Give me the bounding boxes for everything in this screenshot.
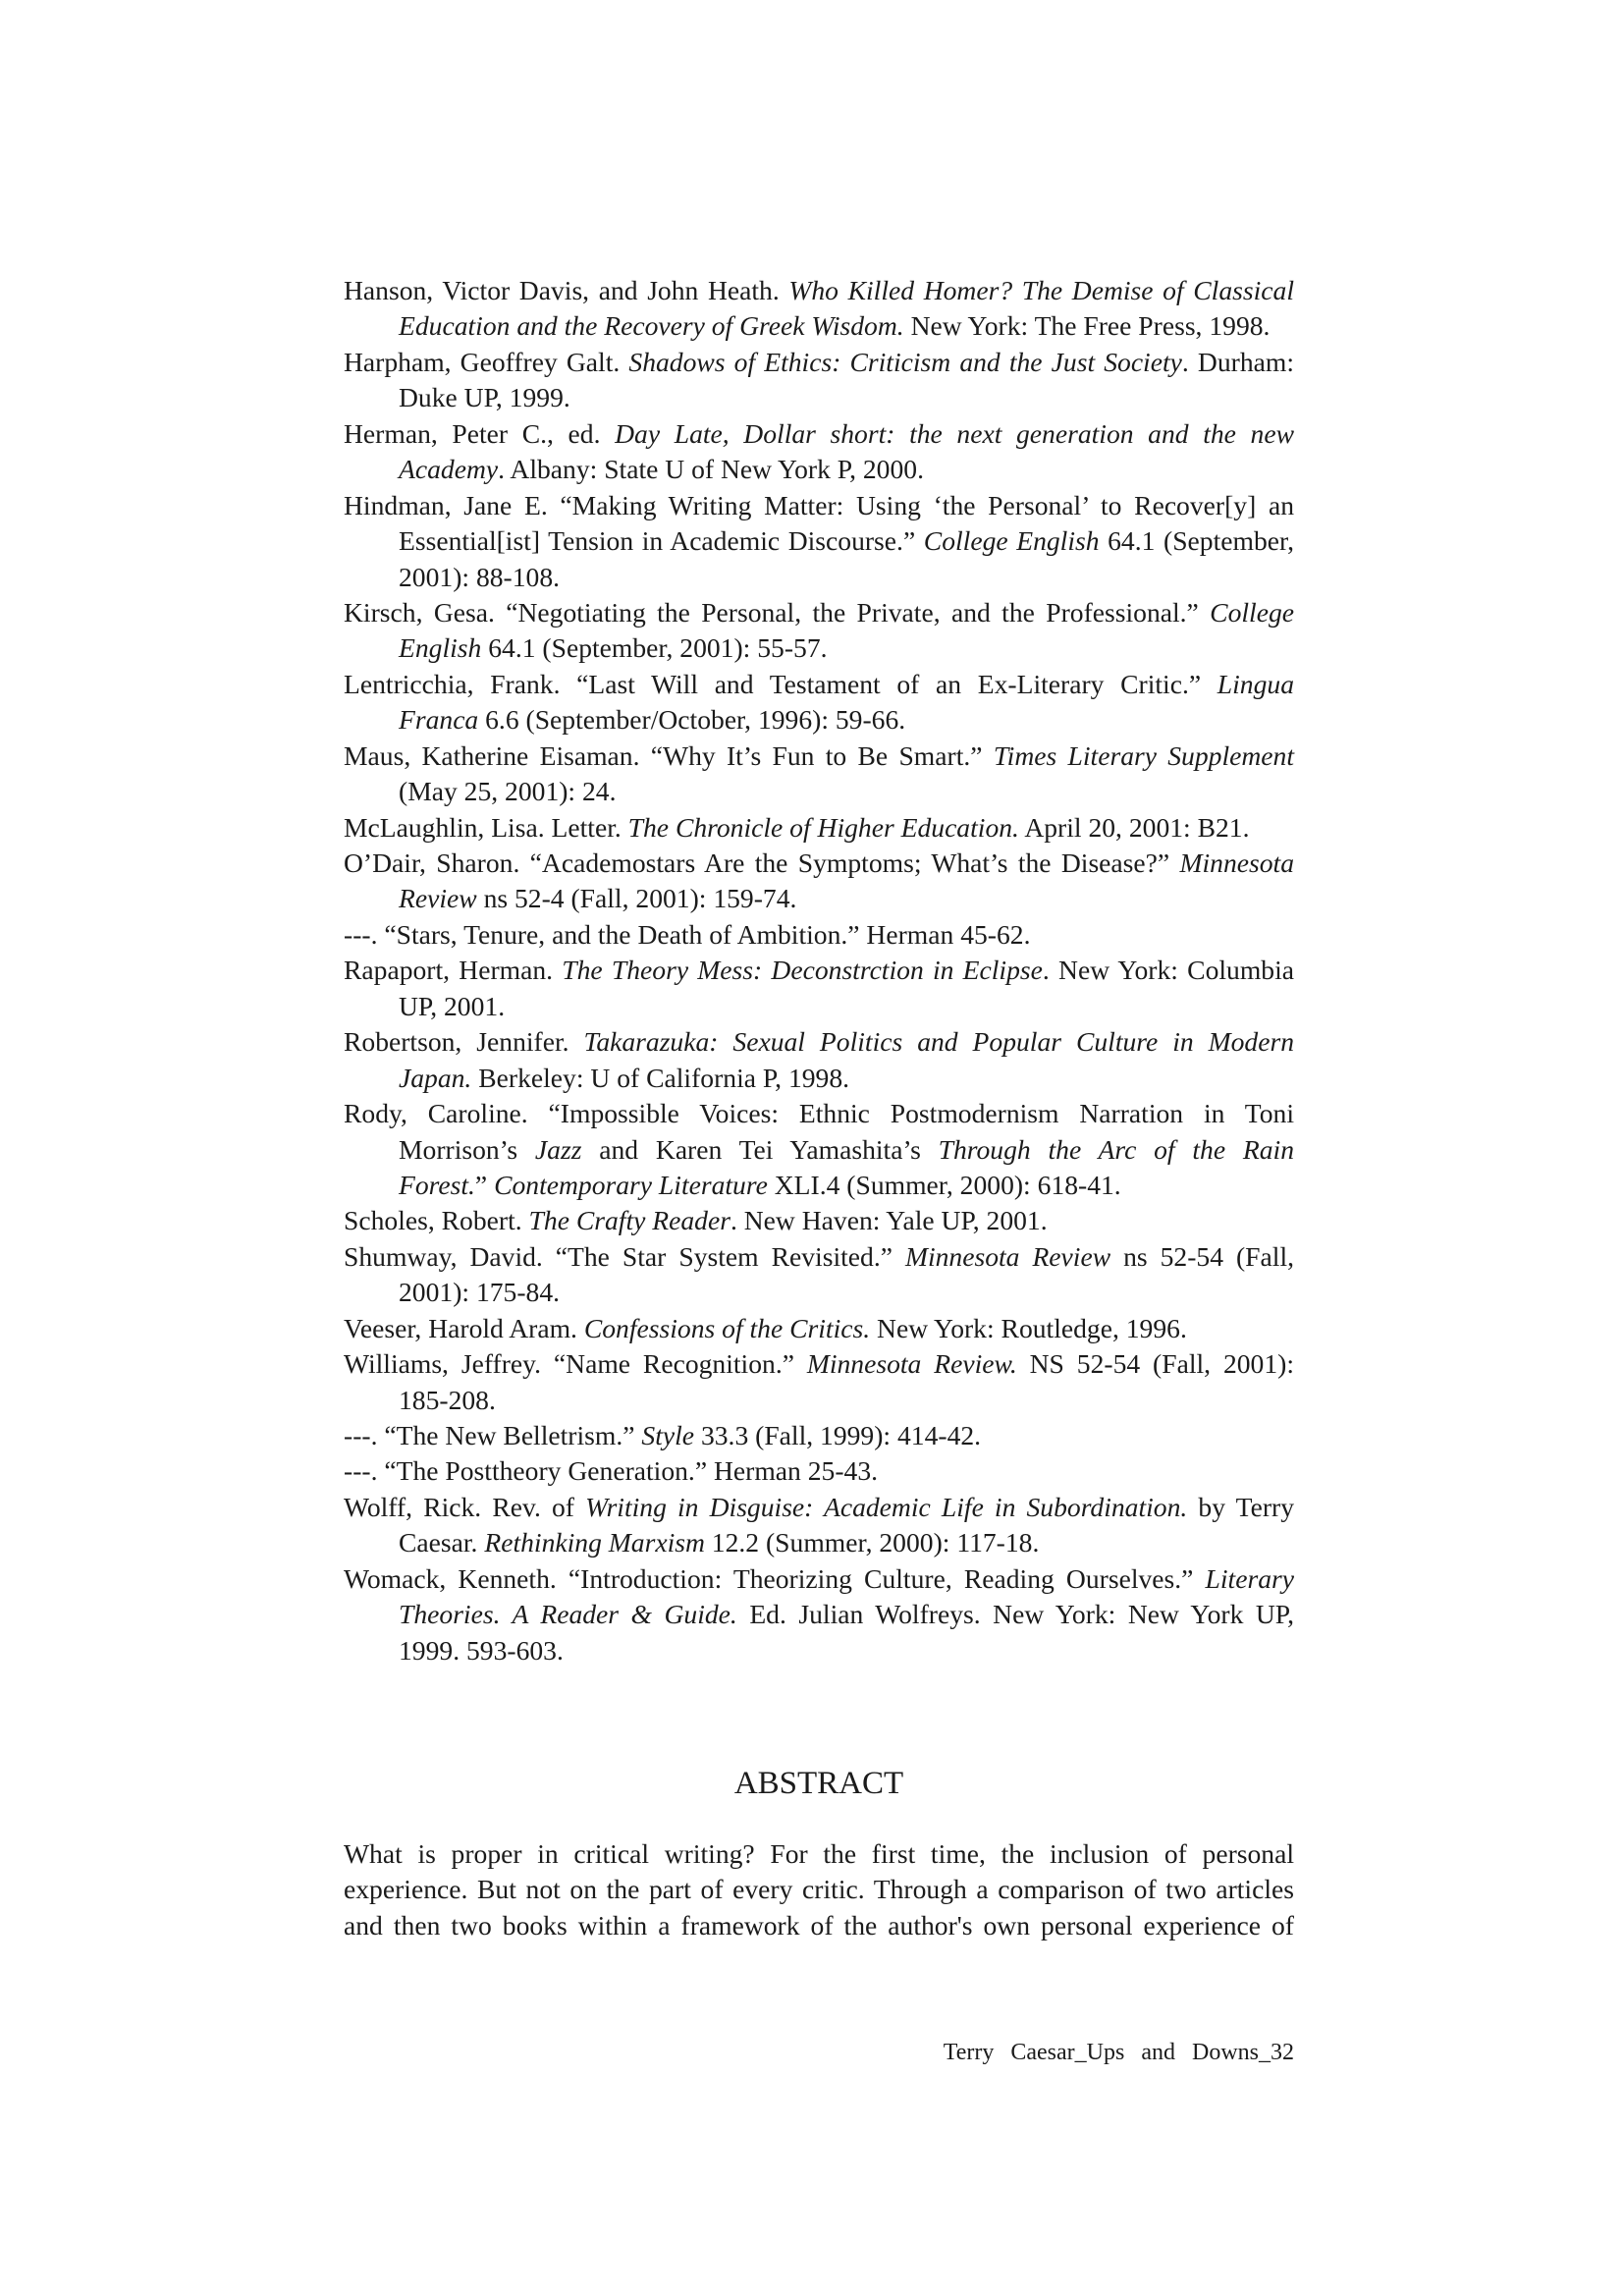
entry-text: Herman, Peter C., ed.	[344, 417, 616, 449]
entry-text: Hindman, Jane E. “Making Writing Matter: Using ‘the Personal’ to Recover[y] an	[344, 489, 1294, 520]
entry-text: McLaughlin, Lisa. Letter.	[344, 811, 628, 843]
entry-line	[344, 1096, 1294, 1131]
entry-title-text: The Chronicle of Higher Education.	[627, 811, 1019, 843]
entry-line	[344, 345, 1294, 380]
entry-text: . New Haven: Yale UP, 2001.	[730, 1205, 1048, 1236]
entry-line	[344, 380, 1294, 415]
bibliography-entry	[344, 846, 1294, 917]
entry-line	[344, 1061, 1294, 1096]
entry-text: . Durham:	[1181, 346, 1294, 377]
entry-text: New York: The Free Press, 1998.	[903, 310, 1271, 342]
bibliography-entry	[344, 1024, 1294, 1096]
entry-text: 64.1 (September, 2001): 55-57.	[481, 632, 828, 664]
bibliography-entry	[344, 810, 1294, 846]
running-footer: Terry Caesar_Ups and Downs_32	[943, 2040, 1294, 2065]
entry-text: Wolff, Rick. Rev. of	[344, 1491, 586, 1522]
entry-text: Kirsch, Gesa. “Negotiating the Personal, the Private, and the Professional.”	[344, 596, 1211, 628]
entry-text: by Terry	[1187, 1491, 1294, 1522]
entry-title-text: Times Literary Supplement	[993, 739, 1295, 771]
entry-text: UP, 2001.	[399, 990, 506, 1021]
entry-text: Shumway, David. “The Star System Revisited.”	[344, 1240, 905, 1272]
entry-title-text: Through the Arc of the Rain	[938, 1133, 1295, 1165]
abstract-line: and then two books within a framework of the author's own personal experience of	[344, 1909, 1294, 1941]
abstract-line: What is proper in critical writing? For the first time, the inclusion of personal	[344, 1838, 1294, 1869]
entry-title-text: Minnesota	[1179, 847, 1294, 878]
entry-line	[344, 560, 1294, 595]
entry-line	[344, 1633, 1294, 1668]
entry-line	[344, 1525, 1294, 1560]
entry-title-text: Who Killed Homer? The Demise of Classical	[788, 275, 1294, 305]
entry-text: Berkeley: U of California P, 1998.	[471, 1062, 850, 1093]
entry-text: (May 25, 2001): 24.	[399, 776, 617, 807]
bibliography-entry	[344, 1239, 1294, 1311]
entry-text: Hanson, Victor Davis, and John Heath.	[344, 275, 789, 305]
entry-line	[344, 810, 1294, 846]
entry-line	[344, 989, 1294, 1024]
entry-title-text: English	[399, 632, 482, 664]
entry-title-text: Academy	[399, 454, 499, 485]
entry-title-text: Takarazuka: Sexual Politics and Popular Culture in Modern	[583, 1026, 1294, 1058]
entry-title-text: Lingua	[1217, 668, 1294, 699]
entry-text: ns 52-54 (Fall,	[1110, 1240, 1295, 1272]
bibliography-entry	[344, 1418, 1294, 1453]
entry-title-text: Japan.	[399, 1062, 472, 1093]
entry-line	[344, 1597, 1294, 1632]
entry-title-text: Forest.	[399, 1169, 475, 1200]
entry-title-text: Theories. A Reader & Guide.	[399, 1599, 737, 1630]
entry-text: NS 52-54 (Fall, 2001):	[1016, 1348, 1294, 1380]
entry-text: Harpham, Geoffrey Galt.	[344, 346, 629, 377]
entry-line	[344, 1383, 1294, 1418]
entry-text: . Albany: State U of New York P, 2000.	[498, 454, 924, 485]
entry-text: Caesar.	[399, 1527, 485, 1558]
entry-line	[344, 523, 1294, 559]
bibliography-entry	[344, 1346, 1294, 1418]
entry-line	[344, 308, 1294, 344]
entry-line	[344, 702, 1294, 738]
bibliography-entry	[344, 595, 1294, 667]
entry-text: ---. “The Posttheory Generation.” Herman 25-43.	[344, 1455, 879, 1487]
entry-text: XLI.4 (Summer, 2000): 618-41.	[767, 1169, 1121, 1200]
bibliography-entry	[344, 1490, 1294, 1561]
entry-line	[344, 1418, 1294, 1453]
entry-text: and Karen Tei Yamashita’s	[581, 1133, 939, 1165]
entry-line	[344, 881, 1294, 916]
entry-line	[344, 488, 1294, 523]
entry-text: Scholes, Robert.	[344, 1205, 529, 1236]
entry-text: ”	[474, 1169, 495, 1200]
entry-title-text: The Theory Mess: Deconstrction in Eclipse	[562, 955, 1043, 986]
entry-line	[344, 1311, 1294, 1346]
bibliography-entry	[344, 667, 1294, 738]
entry-line	[344, 1561, 1294, 1597]
entry-text: Morrison’s	[399, 1133, 535, 1165]
bibliography-entry	[344, 345, 1294, 416]
entry-line	[344, 846, 1294, 881]
entry-text: April 20, 2001: B21.	[1018, 811, 1250, 843]
entry-text: Robertson, Jennifer.	[344, 1026, 584, 1058]
entry-line	[344, 1239, 1294, 1275]
entry-text: Williams, Jeffrey. “Name Recognition.”	[344, 1348, 807, 1380]
entry-title-text: Shadows of Ethics: Criticism and the Just Society	[628, 346, 1182, 377]
entry-line	[344, 1275, 1294, 1310]
entry-text: Veeser, Harold Aram.	[344, 1312, 584, 1343]
entry-line	[344, 416, 1294, 452]
entry-line	[344, 1346, 1294, 1382]
bibliography-entry	[344, 1311, 1294, 1346]
entry-line	[344, 1453, 1294, 1489]
entry-title-text: Review	[399, 883, 477, 914]
abstract-heading: ABSTRACT	[733, 1766, 904, 1801]
entry-line	[344, 953, 1294, 988]
entry-line	[344, 595, 1294, 630]
bibliography-entry	[344, 416, 1294, 488]
entry-line	[344, 1168, 1294, 1203]
entry-text: Ed. Julian Wolfreys. New York: New York UP,	[736, 1599, 1294, 1630]
entry-title-text: Day Late, Dollar short: the next generation and the new	[615, 417, 1294, 449]
bibliography-entry	[344, 1453, 1294, 1489]
entry-title-text: Style	[641, 1420, 695, 1450]
entry-line	[344, 738, 1294, 774]
entry-text: Rapaport, Herman.	[344, 955, 563, 986]
entry-text: ns 52-4 (Fall, 2001): 159-74.	[476, 883, 797, 914]
entry-text: ---. “The New Belletrism.”	[344, 1420, 642, 1450]
entry-title-text: Rethinking Marxism	[484, 1527, 705, 1558]
bibliography-entry	[344, 1203, 1294, 1238]
entry-title-text: Minnesota Review	[904, 1240, 1111, 1272]
entry-line	[344, 1024, 1294, 1060]
entry-line	[344, 917, 1294, 953]
entry-text: 2001): 88-108.	[399, 561, 561, 592]
entry-text: Womack, Kenneth. “Introduction: Theorizing Culture, Reading Ourselves.”	[344, 1562, 1206, 1594]
works-cited-list	[344, 273, 1294, 1668]
entry-title-text: Education and the Recovery of Greek Wisdom.	[399, 310, 904, 342]
entry-text: Maus, Katherine Eisaman. “Why It’s Fun to Be Smart.”	[344, 739, 994, 771]
bibliography-entry	[344, 917, 1294, 953]
entry-title-text: Franca	[399, 704, 479, 736]
bibliography-entry	[344, 1096, 1294, 1203]
entry-line	[344, 630, 1294, 666]
entry-line	[344, 273, 1294, 308]
entry-title-text: Confessions of the Critics.	[583, 1312, 871, 1343]
entry-line	[344, 452, 1294, 487]
entry-title-text: Contemporary Literature	[494, 1169, 768, 1200]
entry-title-text: Jazz	[534, 1133, 582, 1165]
bibliography-entry	[344, 953, 1294, 1024]
entry-text: Rody, Caroline. “Impossible Voices: Ethnic Postmodernism Narration in Toni	[344, 1098, 1294, 1129]
entry-title-text: Literary	[1205, 1562, 1294, 1594]
entry-text: 64.1 (September,	[1099, 525, 1295, 557]
abstract-line: experience. But not on the part of every critic. Through a comparison of two articles	[344, 1874, 1294, 1905]
entry-text: Lentricchia, Frank. “Last Will and Testament of an Ex-Literary Critic.”	[344, 668, 1217, 699]
entry-text: 6.6 (September/October, 1996): 59-66.	[478, 704, 906, 736]
bibliography-entry	[344, 273, 1294, 345]
entry-text: New York: Routledge, 1996.	[870, 1312, 1187, 1343]
entry-text: O’Dair, Sharon. “Academostars Are the Symptoms; What’s the Disease?”	[344, 847, 1180, 878]
entry-title-text: College English	[923, 525, 1100, 557]
entry-title-text: Writing in Disguise: Academic Life in Subordination.	[585, 1491, 1188, 1522]
entry-text: Essential[ist] Tension in Academic Discourse.”	[399, 525, 924, 557]
entry-text: 12.2 (Summer, 2000): 117-18.	[704, 1527, 1040, 1558]
entry-text: Duke UP, 1999.	[399, 382, 570, 413]
entry-line	[344, 667, 1294, 702]
bibliography-entry	[344, 488, 1294, 595]
entry-text: 33.3 (Fall, 1999): 414-42.	[694, 1420, 982, 1450]
entry-title-text: College	[1210, 596, 1294, 628]
entry-text: 2001): 175-84.	[399, 1277, 561, 1308]
entry-title-text: The Crafty Reader	[528, 1205, 730, 1236]
entry-title-text: Minnesota Review.	[806, 1348, 1017, 1380]
entry-text: 1999. 593-603.	[399, 1634, 564, 1666]
entry-text: 185-208.	[399, 1384, 496, 1415]
bibliography-entry	[344, 1561, 1294, 1668]
entry-line	[344, 1490, 1294, 1525]
entry-line	[344, 1132, 1294, 1168]
entry-line	[344, 1203, 1294, 1238]
abstract-paragraph	[344, 1836, 1294, 1943]
entry-line	[344, 774, 1294, 809]
entry-text: . New York: Columbia	[1042, 955, 1295, 986]
entry-text: ---. “Stars, Tenure, and the Death of Ambition.” Herman 45-62.	[344, 918, 1031, 950]
bibliography-entry	[344, 738, 1294, 810]
